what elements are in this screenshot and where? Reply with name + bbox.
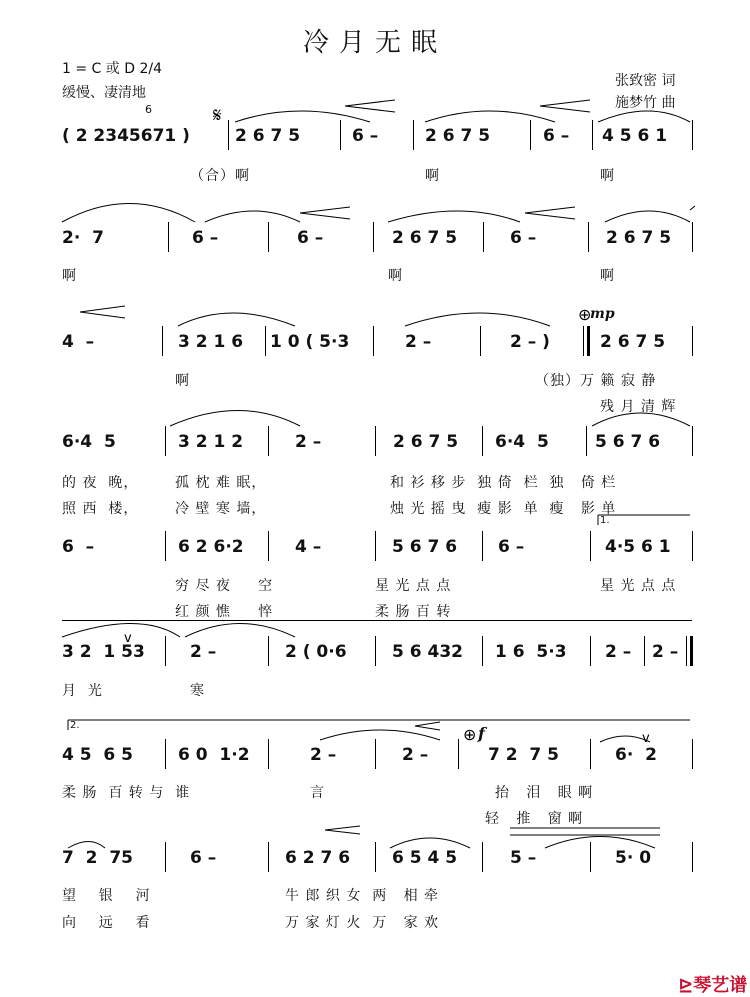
lyric: 月 光 [62,683,103,699]
measure: 2 – ) [510,332,550,352]
measure: 7 2 75 [62,848,133,868]
barline [692,531,693,561]
measure: 6 – [297,228,324,248]
barline [588,222,589,252]
repeat-barline [587,326,590,356]
barline [692,842,693,872]
barline [480,326,481,356]
measure: 2 – [405,332,432,352]
barline [590,636,591,666]
lyric: 和 衫 移 步 独 倚 栏 独 倚 栏 [390,475,617,491]
barline [482,426,483,456]
measure: 6 – [543,126,570,146]
lyric: 啊 [388,268,403,284]
slur [185,624,295,638]
lyric: 的 夜 晚， [62,475,139,491]
measure: 2 – [190,642,217,662]
measure: 6 – [190,848,217,868]
underline [510,828,660,835]
barline [268,739,269,769]
lyric: 孤 枕 难 眠， [175,475,267,491]
measure: 6 – [498,537,525,557]
barline [375,426,376,456]
segno-icon: 𝄋 [213,103,222,127]
measure: 6 2 7 6 [285,848,351,868]
page-title: 冷月无眠 [302,28,447,58]
lyric: 啊 [425,168,440,184]
barline [375,636,376,666]
measure: 6 – [352,126,379,146]
slur [205,211,300,222]
barline [413,120,414,150]
barline [268,222,269,252]
barline [592,120,593,150]
barline [483,222,484,252]
barline [373,222,374,252]
measure: 6 0 1·2 [178,745,250,765]
barline [268,636,269,666]
barline [268,531,269,561]
measure: 4·5 6 1 [605,537,671,557]
lyric: 啊 [600,168,615,184]
crescendo-hairpin [345,100,395,112]
measure: 5 6 7 6 [392,537,458,557]
lyric: 啊 [175,373,190,389]
measure: 4 – [295,537,322,557]
logo-text: 琴艺谱 [693,975,748,996]
lyric: 望 银 河 [62,888,151,904]
slur [405,313,550,326]
barline [165,842,166,872]
measure: 7 2 7 5 [488,745,559,765]
measure: 2 6 7 5 [425,126,491,146]
measure: 2 6 7 5 [600,332,666,352]
measure: 2 – [310,745,337,765]
measure: 5 6 7 6 [595,432,661,452]
barline [165,426,166,456]
measure: 6 2 6·2 [178,537,244,557]
key-signature: 1 = C 或 D 2/4 [62,61,162,77]
slur [320,730,440,740]
breath-mark-icon: v [642,731,650,746]
crescendo-hairpin [540,100,590,112]
coda-icon: ⊕ [463,725,477,744]
dynamic-marking: f [478,724,485,743]
tempo-marking: 缓慢、凄清地 [62,85,146,101]
piano-logo-icon: ⊵ [678,975,694,996]
barline [482,842,483,872]
barline [375,531,376,561]
barline [590,739,591,769]
barline [692,426,693,456]
barline [373,326,374,356]
slur [598,111,690,122]
measure: 4 – [62,332,95,352]
measure: 4 5 6 5 [62,745,133,765]
slur [390,838,470,848]
decrescendo-hairpin [80,306,125,318]
measure: 1 0 ( 5·3 [270,332,350,352]
slur [425,111,555,122]
slur [170,411,300,427]
measure: 6· 2 [615,745,657,765]
barline [590,842,591,872]
barline [165,636,166,666]
measure: 3 2 1 2 [178,432,244,452]
measure: 2 6 7 5 [235,126,301,146]
slur [605,211,690,222]
lyric: 牛 郎 织 女 两 相 牵 [285,888,440,904]
volta-label: 2. [70,720,80,731]
lyric: 万 家 灯 火 万 家 欢 [285,915,440,931]
barline [692,739,693,769]
barline [375,842,376,872]
measure: 2 6 7 5 [606,228,672,248]
lyric: 啊 [62,268,77,284]
lyric: 红 颜 憔 悴 [175,604,274,620]
measure: 2 – [652,642,679,662]
lyric: （合）啊 [190,168,250,184]
repeat-barline [690,636,693,666]
measure: 6·4 5 [495,432,549,452]
slur [178,313,295,326]
lyric: 烛 光 摇 曳 瘦 影 单 瘦 影 单 [390,501,617,517]
lyric: 向 远 看 [62,915,151,931]
system-divider [62,620,692,621]
lyric: 柔 肠 百 转 [375,604,452,620]
slur [62,624,180,638]
measure: 5· 0 [615,848,652,868]
dynamic-marking: mp [590,306,615,322]
slur [388,211,520,222]
barline [686,636,687,666]
barline [268,842,269,872]
lyric: 冷 壁 寒 墙， [175,501,267,517]
volta-label: 1. [600,515,610,526]
lyric: 轻 推 窗 啊 [485,811,584,827]
measure: 2 ( 0·6 [285,642,347,662]
grace-note-mark: 6 [145,103,152,116]
barline [583,326,584,356]
lyric: 残 月 清 辉 [600,399,677,415]
measure: 3 2 1 53 [62,642,145,662]
barline [482,636,483,666]
measure: 2 – [295,432,322,452]
barline [168,222,169,252]
crescendo-hairpin [300,207,350,219]
barline [586,426,587,456]
slur [62,204,195,223]
lyricist-credit: 张致密 词 [615,73,676,89]
site-logo [668,952,747,997]
lyric: （独）万 籁 寂 静 [535,373,657,389]
barline [268,426,269,456]
measure: ( 2 2345671 ) [62,126,190,146]
barline [265,326,266,356]
measure: 2 – [402,745,429,765]
measure: 5 – [510,848,537,868]
barline [692,326,693,356]
hairpin [415,722,440,730]
lyric: 寒 [190,683,205,699]
lyric: 啊 [600,268,615,284]
measure: 2 6 7 5 [393,432,459,452]
measure: 6 – [192,228,219,248]
barline [692,222,693,252]
measure: 2 – [605,642,632,662]
measure: 4 5 6 1 [602,126,668,146]
measure: 5 6 432 [392,642,463,662]
lyric: 抬 泪 眼 啊 [495,785,594,801]
slur [235,111,370,122]
barline [530,120,531,150]
hairpin-end [690,206,695,210]
measure: 3 2 1 6 [178,332,244,352]
barline [375,739,376,769]
barline [165,739,166,769]
measure: 6 – [510,228,537,248]
barline [340,120,341,150]
barline [165,531,166,561]
lyric: 言 [310,785,325,801]
lyric: 穷 尽 夜 空 [175,578,274,594]
coda-icon: ⊕ [578,305,592,324]
measure: 1 6 5·3 [495,642,567,662]
slur [545,837,655,849]
accent-hairpin [325,826,360,834]
measure: 6 – [62,537,95,557]
barline [162,326,163,356]
barline [692,120,693,150]
measure: 6 5 4 5 [392,848,458,868]
lyric: 星 光 点 点 [600,578,677,594]
lyric: 照 西 楼， [62,501,139,517]
barline [644,636,645,666]
composer-credit: 施梦竹 曲 [615,95,676,111]
barline [228,120,229,150]
measure: 2· 7 [62,228,104,248]
crescendo-hairpin [525,207,575,219]
breath-mark-icon: v [124,631,132,646]
barline [482,531,483,561]
lyric: 柔 肠 百 转 与 谁 [62,785,191,801]
barline [590,531,591,561]
barline [458,739,459,769]
measure: 2 6 7 5 [392,228,458,248]
lyric: 星 光 点 点 [375,578,452,594]
measure: 6·4 5 [62,432,116,452]
